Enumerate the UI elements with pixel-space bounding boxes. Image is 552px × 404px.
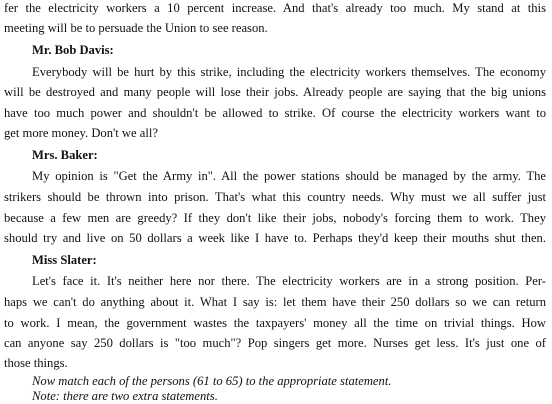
paragraph-line: have too much power and shouldn't be allowed to strike. Of course the electricity workers want to: [4, 106, 546, 120]
speaker-heading-baker: Mrs. Baker:: [32, 148, 98, 162]
paragraph-line: Everybody will be hurt by this strike, including the electricity workers themselves. The economy: [32, 65, 546, 79]
opening-line: fer the electricity workers a 10 percent increase. And that's already too much. My stand at this: [4, 1, 546, 15]
paragraph-line: get more money. Don't we all?: [4, 126, 158, 140]
speaker-heading-davis: Mr. Bob Davis:: [32, 43, 114, 57]
paragraph-line: will be destroyed and many people will lose their jobs. Already people are saying that the big unions: [4, 85, 546, 99]
opening-line: meeting will be to persuade the Union to see reason.: [4, 21, 268, 35]
paragraph-line: My opinion is "Get the Army in". All the power stations should be managed by the army. The: [32, 169, 546, 183]
instruction-note: Note: there are two extra statements.: [32, 389, 218, 403]
paragraph-line: haps we can't do anything about it. What I say is: let them have their 250 dollars so we can return: [4, 295, 546, 309]
speaker-heading-slater: Miss Slater:: [32, 253, 97, 267]
paragraph-line: those things.: [4, 356, 68, 370]
paragraph-line: strikers should be thrown into prison. That's what this country needs. Why must we all suffer just: [4, 190, 546, 204]
paragraph-line: to work. I mean, the government wastes the taxpayers' money all the time on trivial things. How: [4, 316, 546, 330]
paragraph-line: because a few men are greedy? If they don't like their jobs, nobody's forcing them to work. They: [4, 211, 546, 225]
paragraph-line: should try and live on 50 dollars a week like I have to. Perhaps they'd keep their mouths shut then.: [4, 231, 546, 245]
paragraph-line: Let's face it. It's neither here nor there. The electricity workers are in a strong position. Per-: [32, 274, 546, 288]
instruction-line: Now match each of the persons (61 to 65) to the appropriate statement.: [32, 374, 392, 388]
paragraph-line: can anyone say 250 dollars is "too much"? Pop singers get more. Nurses get less. It's just one of: [4, 336, 546, 350]
